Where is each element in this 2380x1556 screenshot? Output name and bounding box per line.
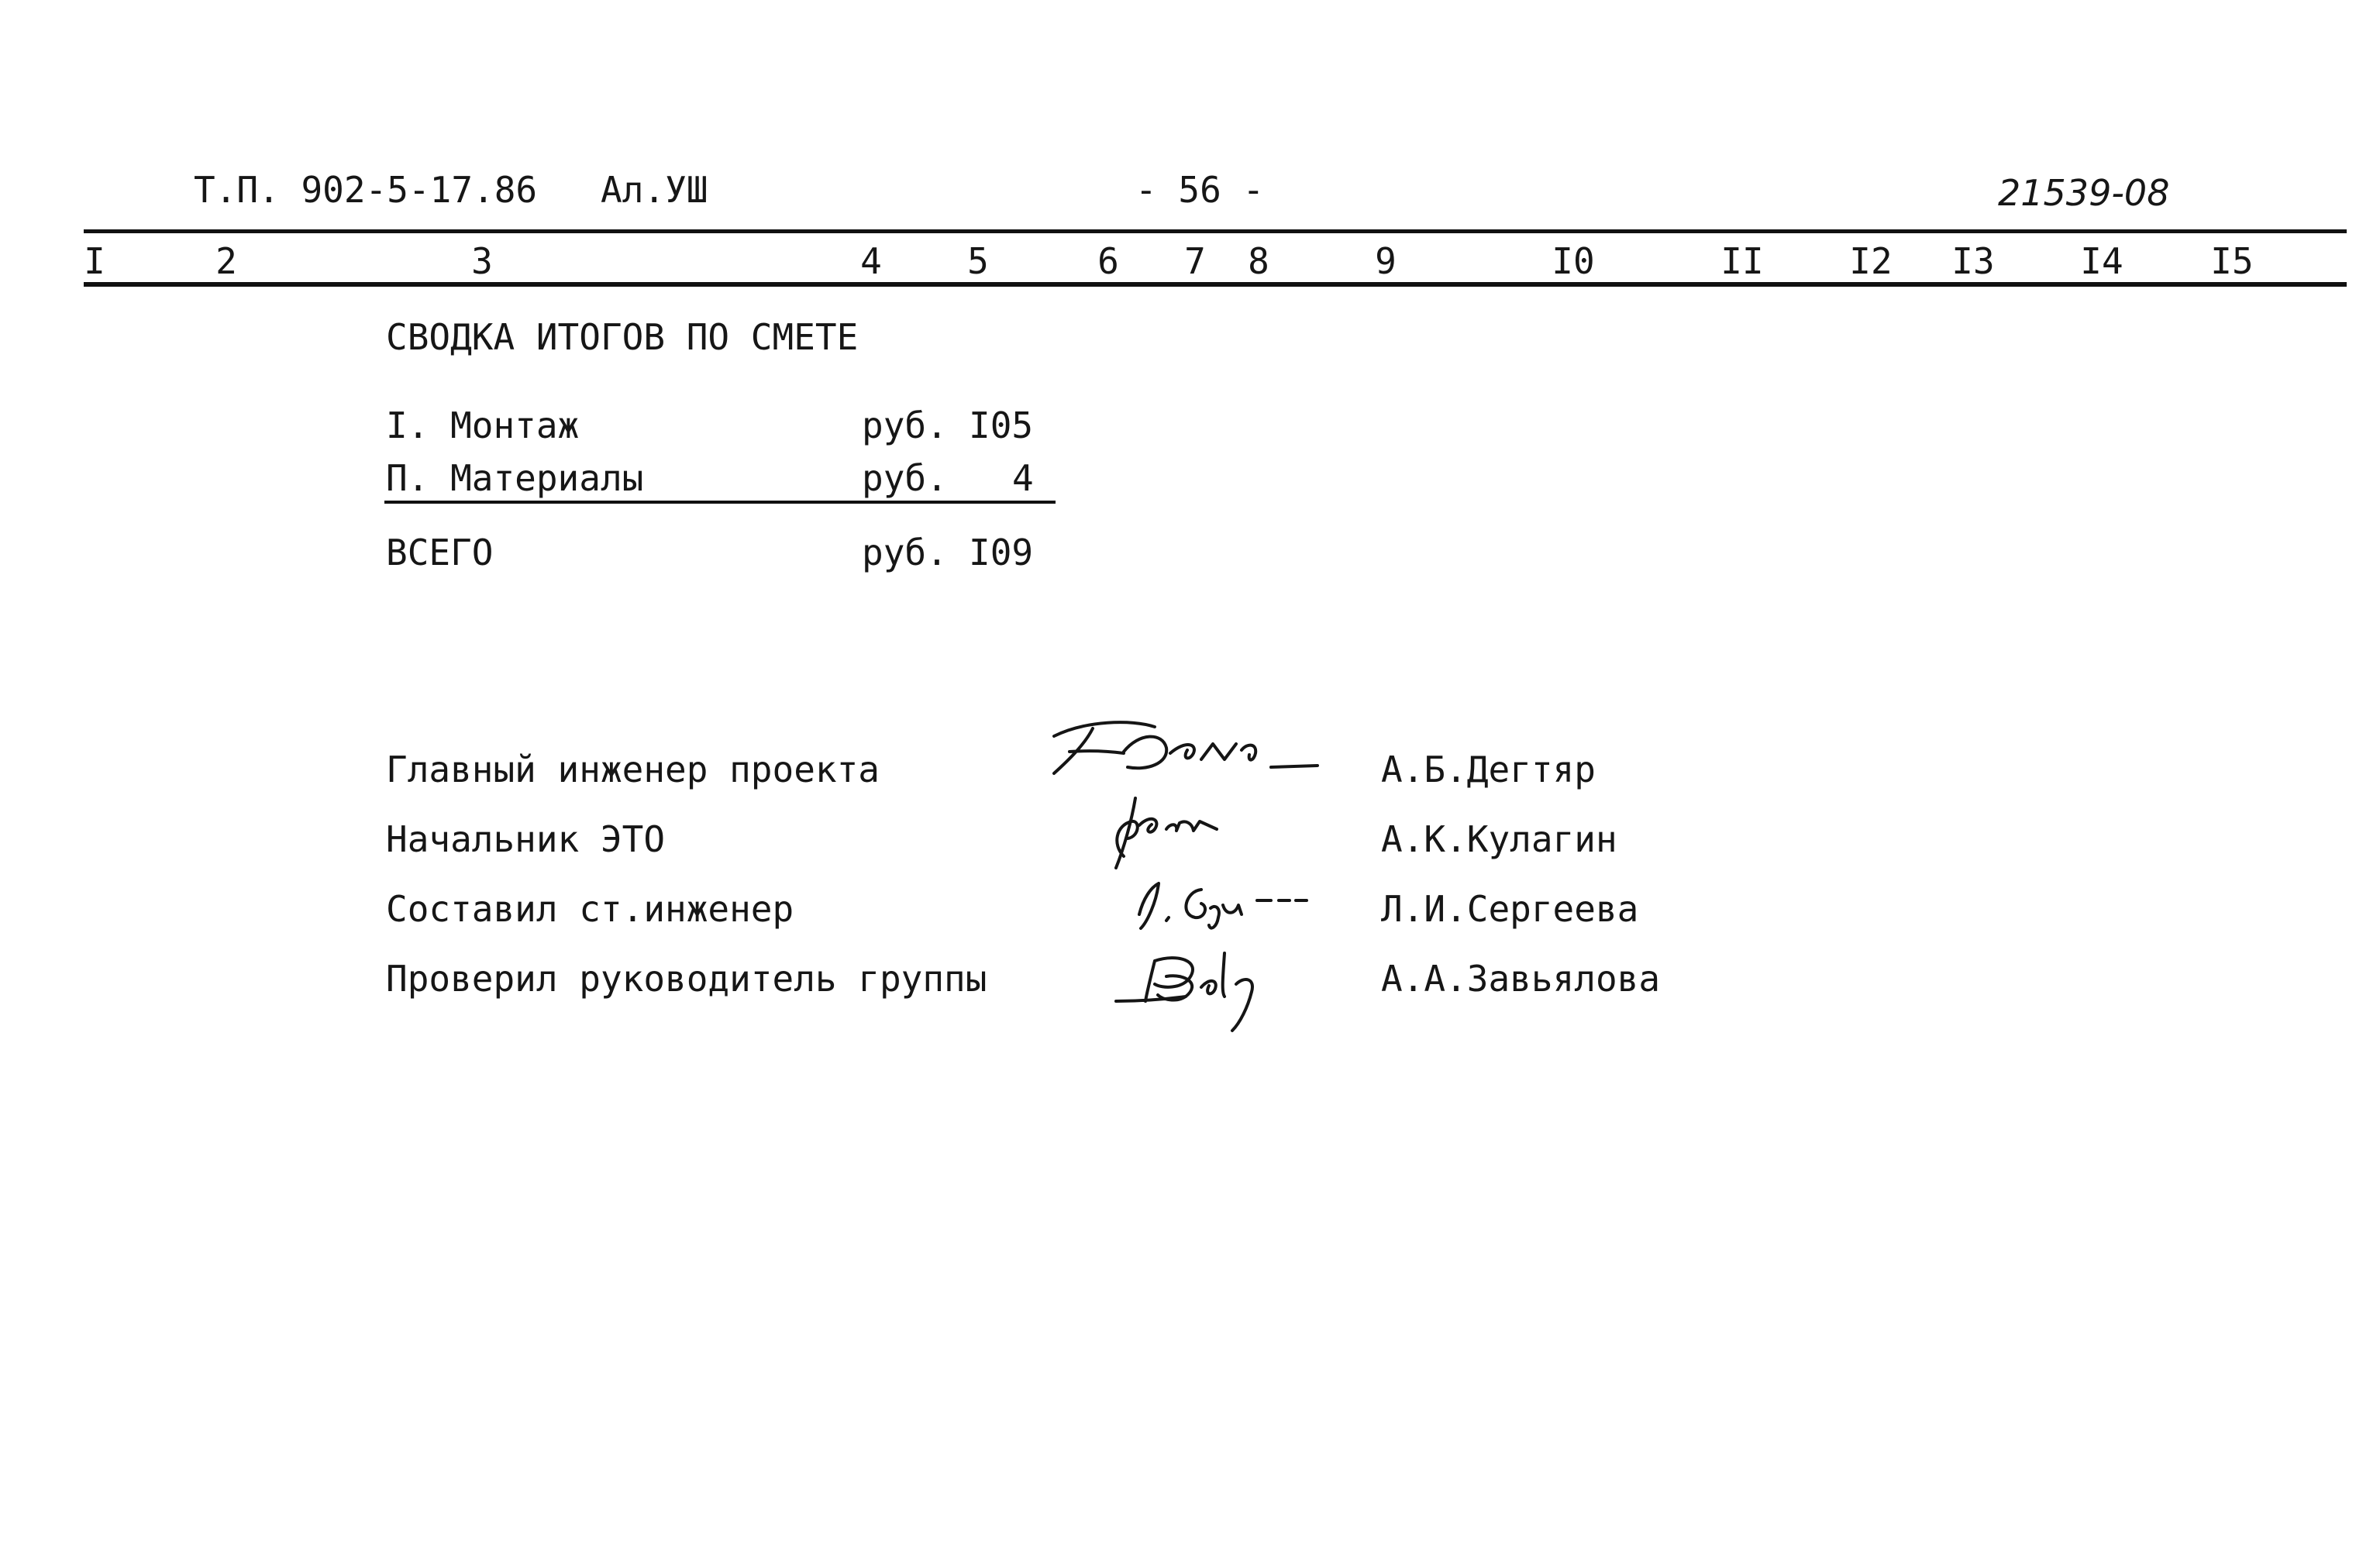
- inventory-number: 21539-08: [1998, 172, 2170, 214]
- summary-row-currency: руб.: [862, 457, 948, 499]
- column-number: I: [84, 240, 105, 282]
- summary-row-currency: руб.: [862, 404, 948, 446]
- column-number: 8: [1248, 240, 1269, 282]
- document-code: Т.П. 902-5-17.86: [194, 169, 538, 211]
- column-number: 9: [1375, 240, 1397, 282]
- summary-row-amount: I05: [969, 404, 1034, 446]
- signatory-name: А.А.Завьялова: [1381, 958, 1661, 1000]
- signatory-name: Л.И.Сергеева: [1381, 888, 1639, 930]
- column-number: I4: [2080, 240, 2123, 282]
- summary-row-amount: 4: [1012, 457, 1034, 499]
- column-number: II: [1720, 240, 1764, 282]
- column-number: 5: [967, 240, 989, 282]
- signatory-role: Главный инженер проекта: [386, 749, 880, 790]
- total-currency: руб.: [862, 532, 948, 573]
- summary-row-label: I. Монтаж: [386, 404, 580, 446]
- column-number: 6: [1097, 240, 1119, 282]
- album-label: Ал.УШ: [601, 169, 708, 211]
- subtotal-rule: [384, 501, 1056, 504]
- total-amount: I09: [969, 532, 1034, 573]
- column-number: 2: [215, 240, 237, 282]
- column-number: I3: [1951, 240, 1995, 282]
- summary-title: СВОДКА ИТОГОВ ПО СМЕТЕ: [386, 316, 859, 358]
- signature-chief-engineer: [1038, 705, 1333, 790]
- header-bottom-rule: [84, 282, 2347, 287]
- page-number: - 56 -: [1135, 169, 1265, 211]
- signatory-name: А.К.Кулагин: [1381, 818, 1617, 860]
- column-number: 7: [1184, 240, 1206, 282]
- column-number: I0: [1552, 240, 1595, 282]
- total-label: ВСЕГО: [386, 532, 494, 573]
- header-top-rule: [84, 229, 2347, 233]
- column-number: 3: [471, 240, 493, 282]
- signatory-name: А.Б.Дегтяр: [1381, 749, 1596, 790]
- signature-group-leader: [1108, 930, 1294, 1038]
- signatory-role: Составил ст.инженер: [386, 888, 794, 930]
- signatory-role: Начальник ЭТО: [386, 818, 666, 860]
- column-number: I2: [1849, 240, 1893, 282]
- column-number: 4: [860, 240, 882, 282]
- summary-row-label: П. Материалы: [386, 457, 644, 499]
- column-number: I5: [2210, 240, 2254, 282]
- signatory-role: Проверил руководитель группы: [386, 958, 987, 1000]
